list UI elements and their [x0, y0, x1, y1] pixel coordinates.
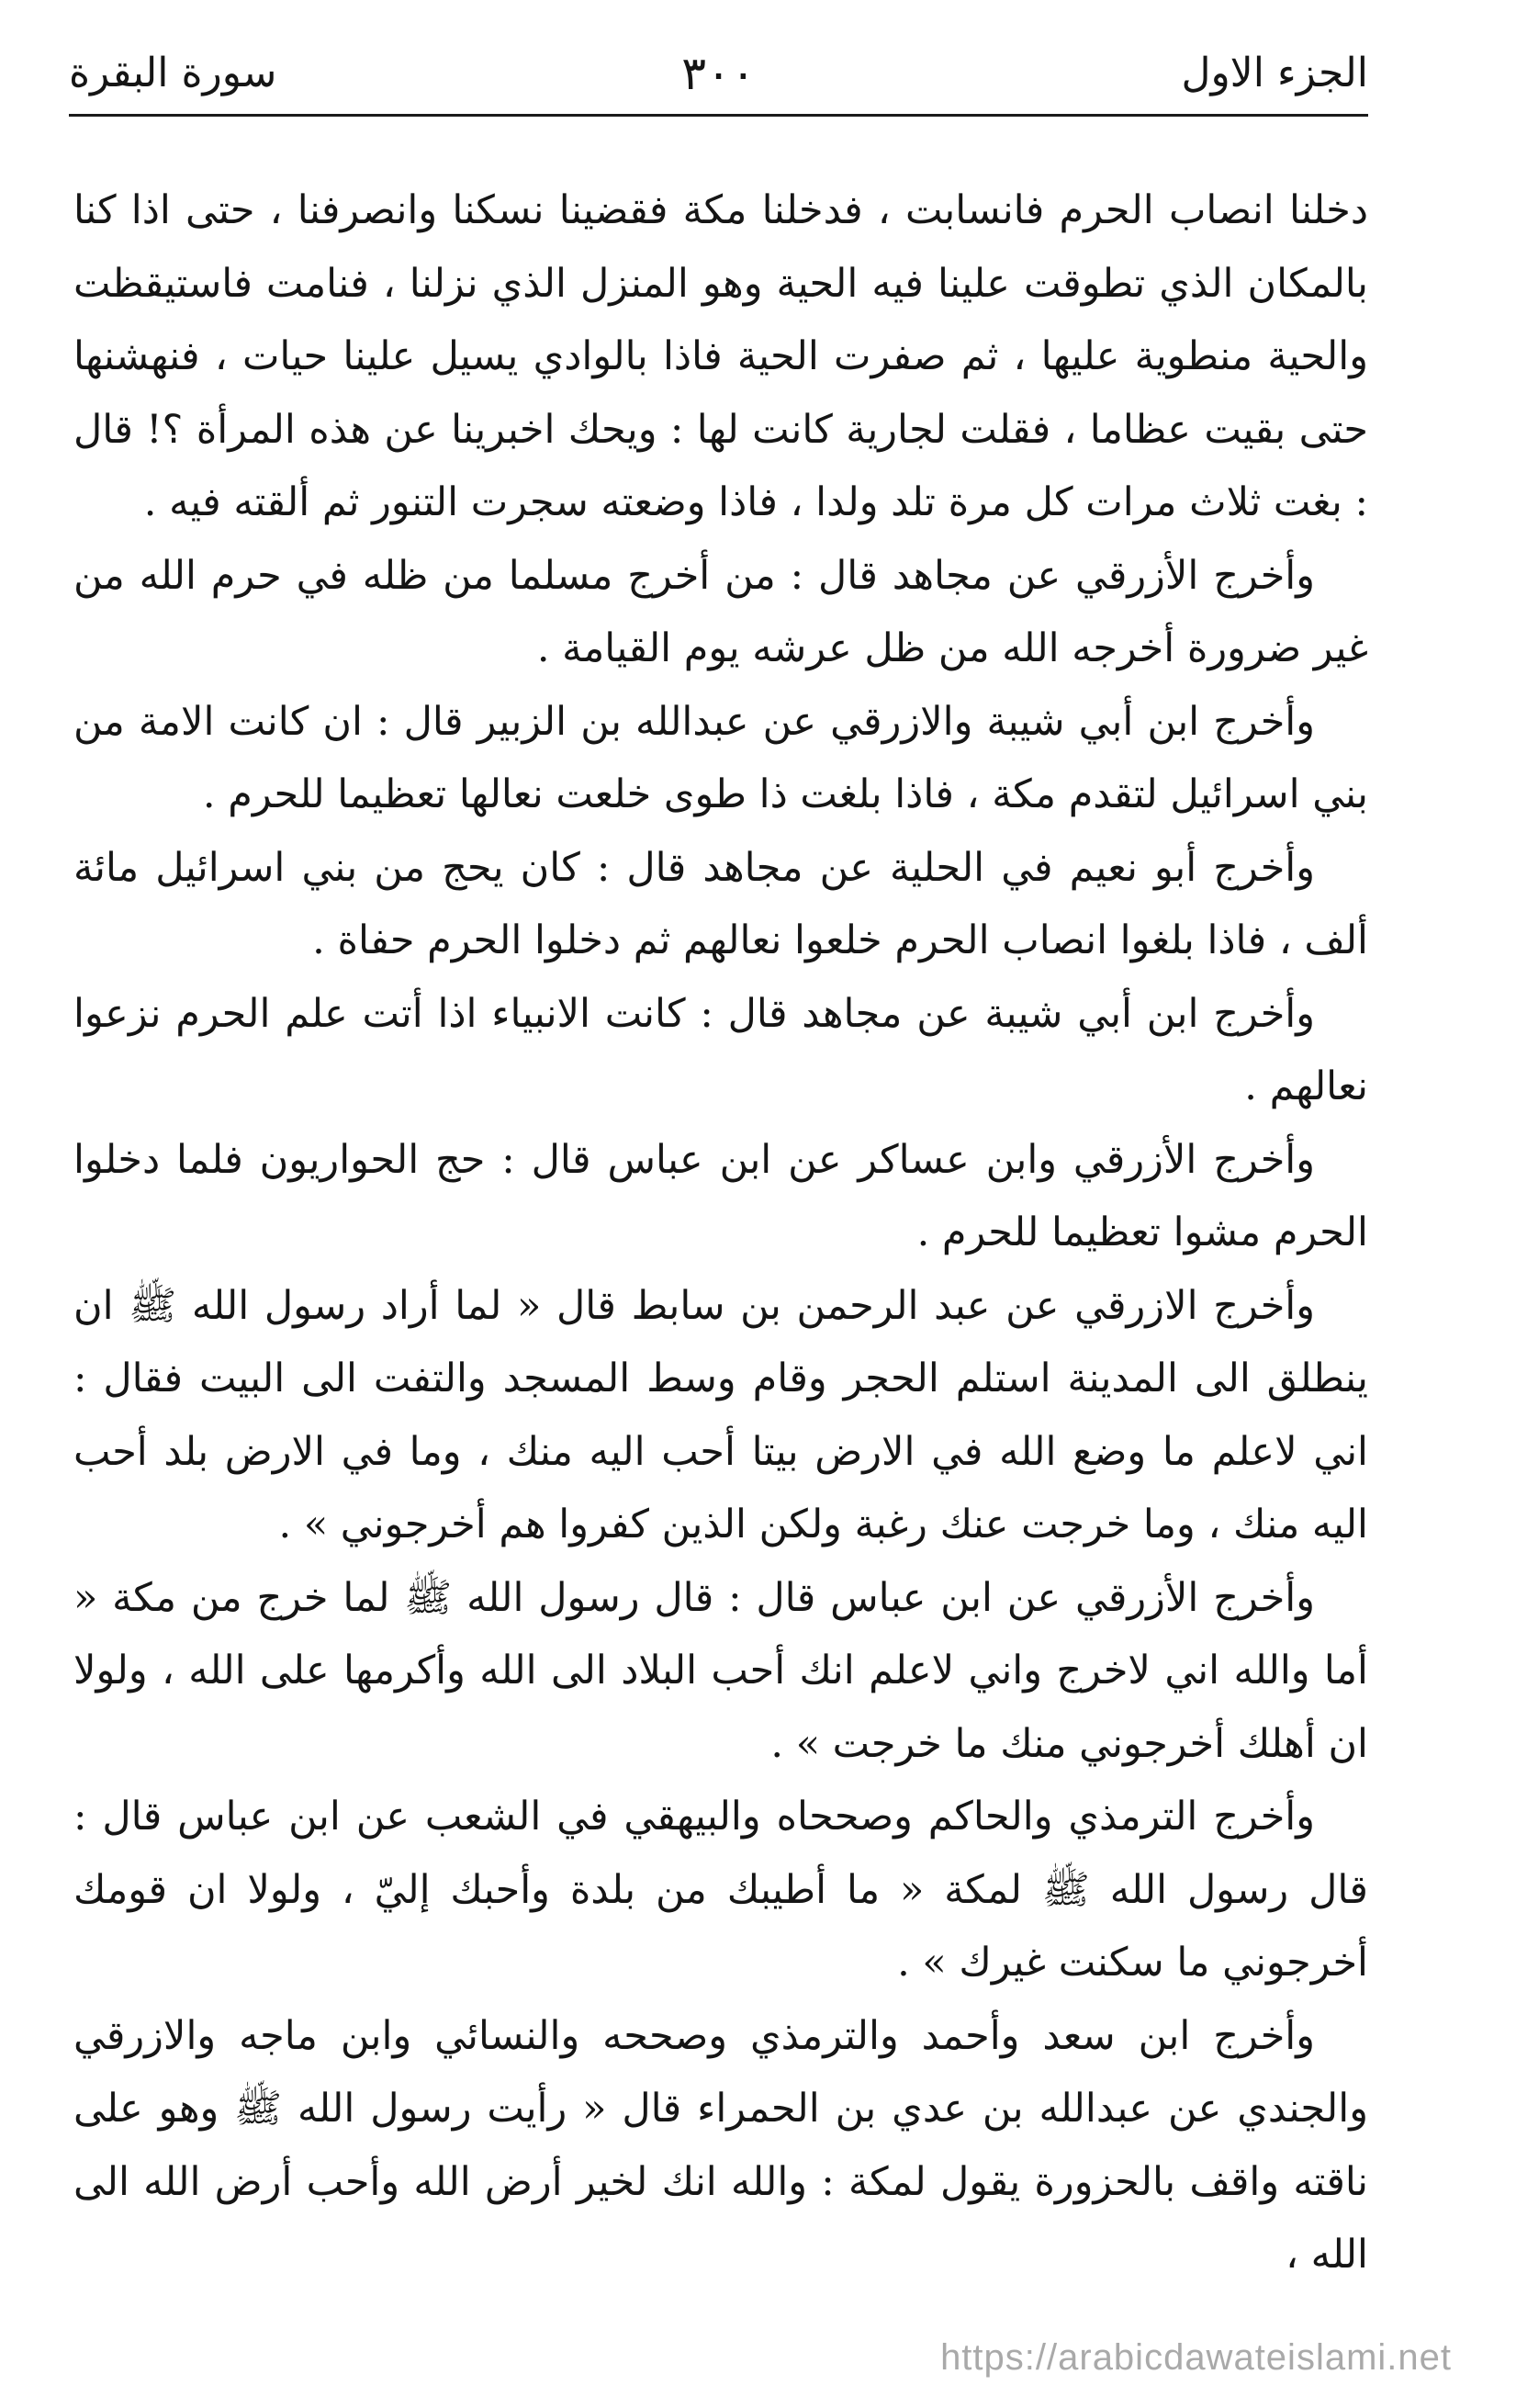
header-divider	[69, 114, 1368, 117]
paragraph: وأخرج الأزرقي عن مجاهد قال : من أخرج مسلما من ظله في حرم الله من غير ضرورة أخرجه الله من ظل عرشه يوم القيامة .	[73, 552, 1368, 671]
paragraph: وأخرج ابن سعد وأحمد والترمذي وصححه والنسائي وابن ماجه والازرقي والجندي عن عبدالله بن عدي بن الحمراء قال « رأيت رسول الله ﷺ وهو على ناقته واقف بالحزورة يقول لمكة : والله انك لخير أرض الله وأحب أرض الله الى الله ،	[73, 2012, 1368, 2278]
paragraph: وأخرج الأزرقي وابن عساكر عن ابن عباس قال : حج الحواريون فلما دخلوا الحرم مشوا تعظيما للحرم .	[73, 1136, 1368, 1255]
page-body	[73, 174, 1368, 2292]
paragraph: وأخرج أبو نعيم في الحلية عن مجاهد قال : كان يحج من بني اسرائيل مائة ألف ، فاذا بلغوا انصاب الحرم خلعوا نعالهم ثم دخلوا الحرم حفاة .	[73, 844, 1368, 963]
paragraph: دخلنا انصاب الحرم فانسابت ، فدخلنا مكة فقضينا نسكنا وانصرفنا ، حتى اذا كنا بالمكان الذي تطوقت علينا فيه الحية وهو المنزل الذي نزلنا ، فنامت فاستيقظت والحية منطوية عليها ، ثم صفرت الحية فاذا بالوادي يسيل علينا حيات ، فنهشنها حتى بقيت عظاما ، فقلت لجارية كانت لها : ويحك اخبرينا عن هذه المرأة ؟! قال : بغت ثلاث مرات كل مرة تلد ولدا ، فاذا وضعته سجرت التنور ثم ألقته فيه .	[73, 187, 1369, 525]
watermark-url: https://arabicdawateislami.net	[940, 2337, 1452, 2378]
paragraph: وأخرج الأزرقي عن ابن عباس قال : قال رسول الله ﷺ لما خرج من مكة « أما والله اني لاخرج واني لاعلم انك أحب البلاد الى الله وأكرمها على الله ، ولولا ان أهلك أخرجوني منك ما خرجت » .	[73, 1574, 1368, 1767]
paragraph: وأخرج الترمذي والحاكم وصححاه والبيهقي في الشعب عن ابن عباس قال : قال رسول الله ﷺ لمكة « ما أطيبك من بلدة وأحبك إليّ ، ولولا ان قومك أخرجوني ما سكنت غيرك » .	[73, 1794, 1368, 1986]
page-header	[69, 37, 1368, 110]
paragraph: وأخرج الازرقي عن عبد الرحمن بن سابط قال « لما أراد رسول الله ﷺ ان ينطلق الى المدينة استلم الحجر وقام وسط المسجد والتفت الى البيت فقال : اني لاعلم ما وضع الله في الارض بيتا أحب اليه منك ، وما في الارض بلد أحب اليه منك ، وما خرجت عنك رغبة ولكن الذين كفروا هم أخرجوني » .	[73, 1282, 1368, 1547]
paragraph: وأخرج ابن أبي شيبة والازرقي عن عبدالله بن الزبير قال : ان كانت الامة من بني اسرائيل لتقدم مكة ، فاذا بلغت ذا طوى خلعت نعالها تعظيما للحرم .	[73, 698, 1368, 817]
surah-label: سورة البقرة	[69, 50, 277, 96]
paragraph: وأخرج ابن أبي شيبة عن مجاهد قال : كانت الانبياء اذا أتت علم الحرم نزعوا نعالهم .	[73, 990, 1368, 1109]
page-number: ٣٠٠	[681, 47, 756, 100]
juz-label: الجزء الاول	[1181, 50, 1368, 96]
